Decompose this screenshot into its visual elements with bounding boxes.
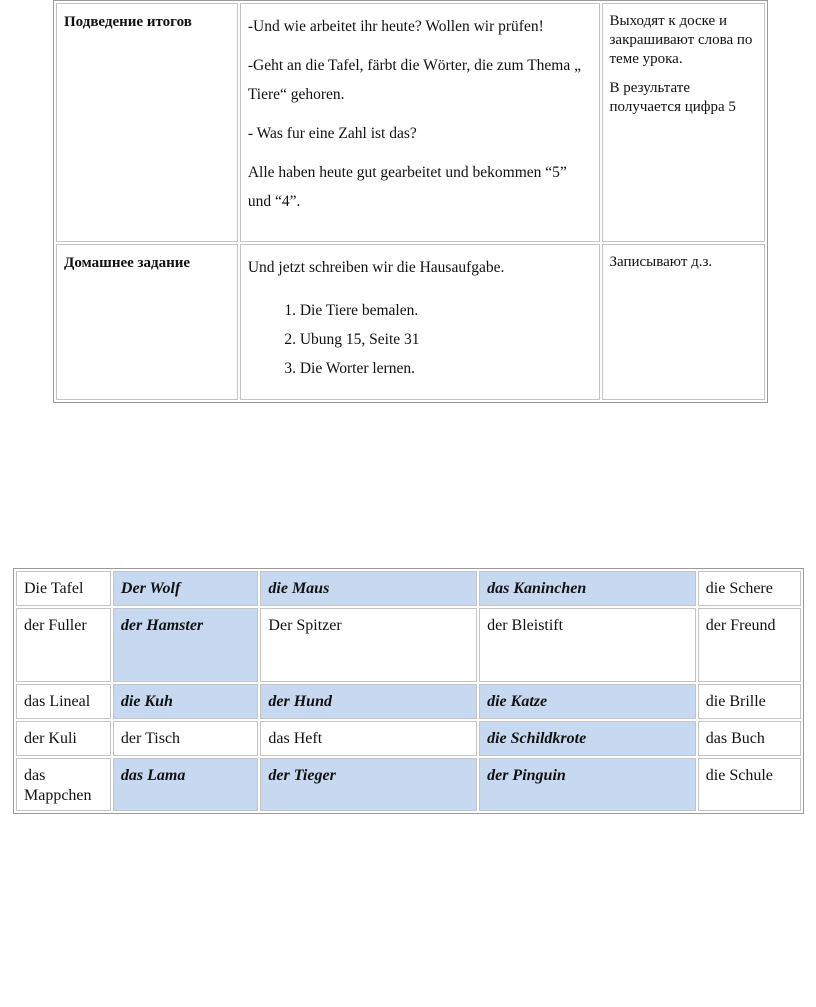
teacher-line: -Geht an die Tafel, färbt die Wörter, die zum Thema „ Tiere“ gehoren. [247,57,581,103]
stage-title: Подведение итогов [64,14,192,30]
word-row [16,721,801,756]
word-cell: die Brille [698,684,801,719]
animal-word-cell: die Kuh [113,684,258,719]
homework-item: 3. Die Worter lernen. [300,354,592,383]
teacher-line: Alle haben heute gut gearbeitet und bekommen “5” und “4”. [247,164,567,210]
word-row [16,608,801,682]
teacher-line: - Was fur eine Zahl ist das? [247,125,417,142]
word-grid-table [13,568,804,814]
teacher-line: -Und wie arbeitet ihr heute? Wollen wir prüfen! [247,18,544,35]
word-cell: Der Spitzer [260,608,477,682]
lesson-plan-table [53,0,768,403]
animal-word-cell: die Maus [260,571,477,606]
student-line: Выходят к доске и закрашивают слова по теме урока. [609,13,753,67]
student-line: В результате получается цифра 5 [609,80,736,115]
summary-row [56,3,765,242]
word-row [16,684,801,719]
word-cell: der Kuli [16,721,111,756]
animal-word-cell: das Kaninchen [479,571,696,606]
student-activity-cell [602,244,766,400]
student-activity-cell [602,3,766,242]
word-cell: das Heft [260,721,477,756]
homework-row [56,244,765,400]
animal-word-cell: der Hamster [113,608,258,682]
homework-list [248,296,592,383]
animal-word-cell: der Hund [260,684,477,719]
word-cell: die Schule [698,758,801,811]
stage-title: Домашнее задание [64,255,191,271]
word-row [16,571,801,606]
student-line: Записывают д.з. [609,254,713,270]
word-cell: das Buch [698,721,801,756]
homework-item: 1. Die Tiere bemalen. [300,296,592,325]
teacher-line: Und jetzt schreiben wir die Hausaufgabe. [247,259,505,276]
teacher-activity-cell [240,244,600,400]
teacher-activity-cell [240,3,600,242]
animal-word-cell: Der Wolf [113,571,258,606]
animal-word-cell: die Schildkrote [479,721,696,756]
animal-word-cell: der Tieger [260,758,477,811]
word-cell: das Mappchen [16,758,111,811]
word-cell: Die Tafel [16,571,111,606]
stage-cell [56,244,238,400]
word-cell: die Schere [698,571,801,606]
animal-word-cell: der Pinguin [479,758,696,811]
word-row [16,758,801,811]
word-cell: der Tisch [113,721,258,756]
stage-cell [56,3,238,242]
homework-item: 2. Ubung 15, Seite 31 [300,325,592,354]
animal-word-cell: die Katze [479,684,696,719]
word-cell: das Lineal [16,684,111,719]
animal-word-cell: das Lama [113,758,258,811]
word-cell: der Bleistift [479,608,696,682]
word-cell: der Freund [698,608,801,682]
word-cell: der Fuller [16,608,111,682]
